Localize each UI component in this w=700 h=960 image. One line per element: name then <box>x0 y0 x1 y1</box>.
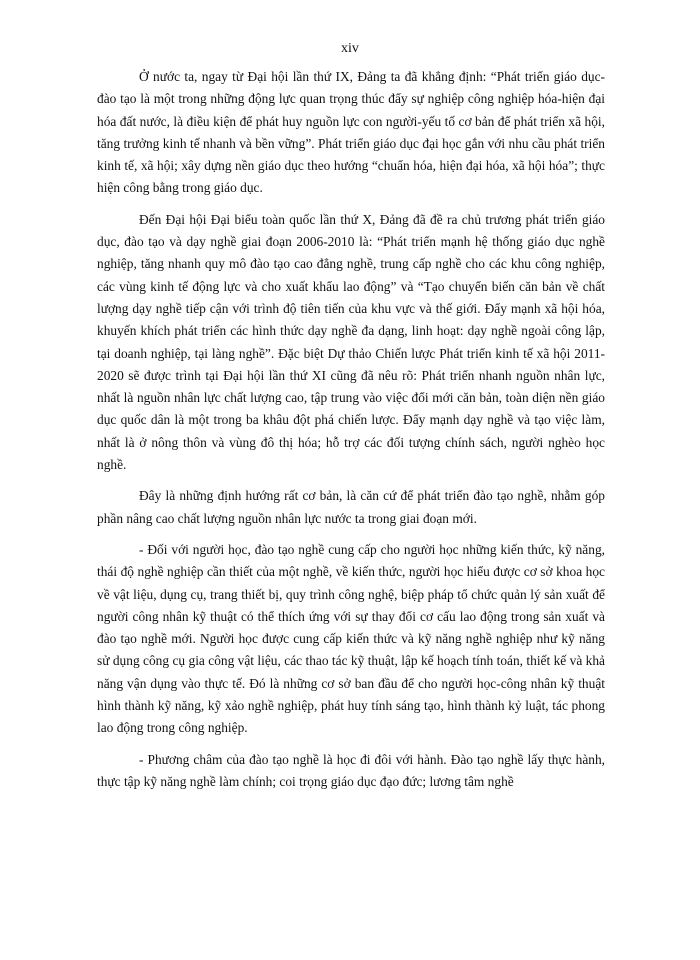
paragraph-5: - Phương châm của đào tạo nghề là học đi đôi với hành. Đào tạo nghề lấy thực hành, thực tập kỹ năng nghề làm chính; coi trọng giáo dục đạo đức; lương tâm nghề <box>97 751 605 789</box>
paragraph-2: Đến Đại hội Đại biểu toàn quốc lần thứ X, Đảng đã đề ra chủ trương phát triển giáo dục, đào tạo và dạy nghề giai đoạn 2006-2010 là: “Phát triển mạnh hệ thống giáo dục nghề nghiệp, tăng nhanh quy mô đào tạo cao đẳng nghề, trung cấp nghề cho các khu công nghiệp, các vùng kinh tế động lực và cho xuất khẩu lao động” và “Tạo chuyển biến căn bản về chất lượng dạy nghề tiếp cận với trình độ tiên tiến của khu vực và thế giới. Đẩy mạnh xã hội hóa, khuyến khích phát triển các hình thức dạy nghề đa dạng, linh hoạt: dạy nghề ngoài công lập, tại doanh nghiệp, tại làng nghề”. Đặc biệt Dự thảo Chiến lược Phát triển kinh tế xã hội 2011-2020 sẽ được trình tại Đại hội lần thứ XI cũng đã nêu rõ: Phát triển nhanh nguồn nhân lực, nhất là nguồn nhân lực chất lượng cao, tập trung vào việc đổi mới căn bản, toàn diện nền giáo dục quốc dân là một trong ba khâu đột phá chiến lược. Đẩy mạnh dạy nghề và tạo việc làm, nhất là ở nông thôn và vùng đô thị hóa; hỗ trợ các đối tượng chính sách, người nghèo học nghề. <box>97 211 605 473</box>
paragraph-4: - Đối với người học, đào tạo nghề cung cấp cho người học những kiến thức, kỹ năng, thái độ nghề nghiệp cần thiết của một nghề, về kiến thức, người học hiểu được cơ sở khoa học về vật liệu, dụng cụ, trang thiết bị, quy trình công nghệ, biệp pháp tổ chức quản lý sản xuất để người công nhân kỹ thuật có thể thích ứng với sự thay đổi cơ cấu lao động trong sản xuất và đào tạo nghề mới. Người học được cung cấp kiến thức và kỹ năng nghề nghiệp như kỹ năng sử dụng công cụ gia công vật liệu, các thao tác kỹ thuật, lập kế hoạch tính toán, thiết kế và khả năng vận dụng vào thực tế. Đó là những cơ sở ban đầu để cho người học-công nhân kỹ thuật hình thành kỹ năng, kỹ xảo nghề nghiệp, phát huy tính sáng tạo, hình thành kỷ luật, tác phong lao động trong công nghiệp. <box>97 541 605 736</box>
body-text <box>97 66 605 802</box>
paragraph-3: Đây là những định hướng rất cơ bản, là căn cứ để phát triển đào tạo nghề, nhằm góp phần nâng cao chất lượng nguồn nhân lực nước ta trong giai đoạn mới. <box>97 488 605 526</box>
page-number: xiv <box>341 41 359 56</box>
paragraph-1: Ở nước ta, ngay từ Đại hội lần thứ IX, Đảng ta đã khẳng định: “Phát triển giáo dục-đào tạo là một trong những động lực quan trọng thúc đẩy sự nghiệp công nghiệp hóa-hiện đại hóa đất nước, là điều kiện để phát huy nguồn lực con người-yếu tố cơ bản để phát triển xã hội, tăng trưởng kinh tế nhanh và bền vững”. Phát triển giáo dục đại học gắn với nhu cầu phát triển kinh tế, xã hội; xây dựng nền giáo dục theo hướng “chuẩn hóa, hiện đại hóa, xã hội hóa”; thực hiện công bằng trong giáo dục. <box>97 69 605 196</box>
